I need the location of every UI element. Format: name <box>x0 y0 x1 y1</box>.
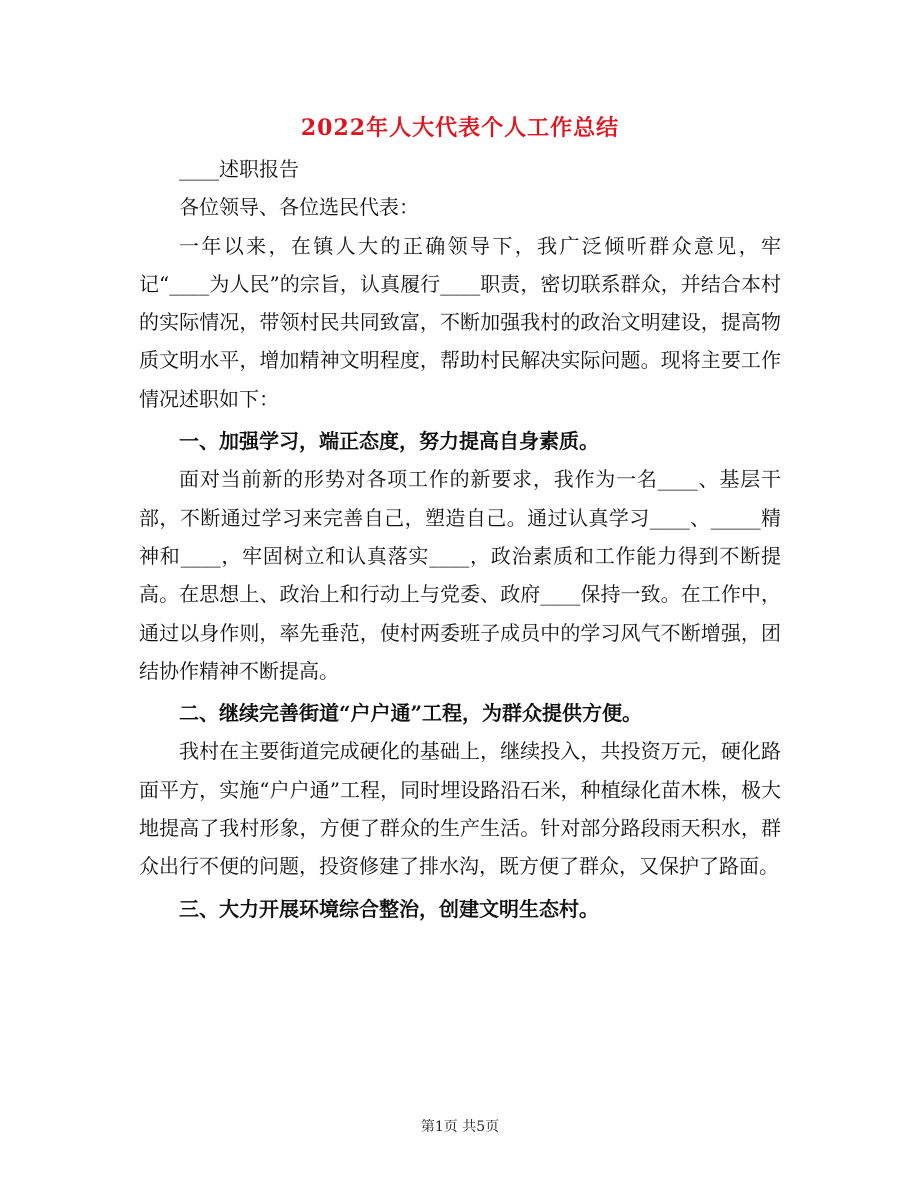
paragraph-report-label: ____述职报告 <box>179 157 299 181</box>
section-heading-1: 一、加强学习，端正态度，努力提高自身素质。 <box>179 429 599 454</box>
document-title: 2022年人大代表个人工作总结 <box>300 115 620 141</box>
page-number-footer: 第1页 共5页 <box>420 1119 500 1135</box>
document-body <box>139 150 781 928</box>
section-heading-3: 三、大力开展环境综合整治，创建文明生态村。 <box>179 896 599 921</box>
paragraph-salutation: 各位领导、各位选民代表： <box>179 195 419 220</box>
paragraph-intro: 一年以来，在镇人大的正确领导下，我广泛倾听群众意见，牢记“____为人民”的宗旨，认真履行____职责，密切联系群众，并结合本村的实际情况，带领村民共同致富，不断加强我村的政治文明建设，提高物质文明水平，增加精神文明程度，帮助村民解决实际问题。现将主要工作情况述职如下： <box>139 233 781 411</box>
section-heading-2: 二、继续完善街道“户户通”工程，为群众提供方便。 <box>179 701 643 726</box>
paragraph-section-2: 我村在主要街道完成硬化的基础上，继续投入，共投资万元，硬化路面平方，实施“户户通”工程，同时埋设路沿石米，种植绿化苗木株，极大地提高了我村形象，方便了群众的生产生活。针对部分路段雨天积水，群众出行不便的问题，投资修建了排水沟，既方便了群众，又保护了路面。 <box>139 739 781 879</box>
paragraph-section-1: 面对当前新的形势对各项工作的新要求，我作为一名____、基层干部，不断通过学习来完善自己，塑造自己。通过认真学习____、_____精神和____，牢固树立和认真落实____，政治素质和工作能力得到不断提高。在思想上、政治上和行动上与党委、政府____保持一致。在工作中，通过以身作则，率先垂范，使村两委班子成员中的学习风气不断增强，团结协作精神不断提高。 <box>139 467 781 683</box>
